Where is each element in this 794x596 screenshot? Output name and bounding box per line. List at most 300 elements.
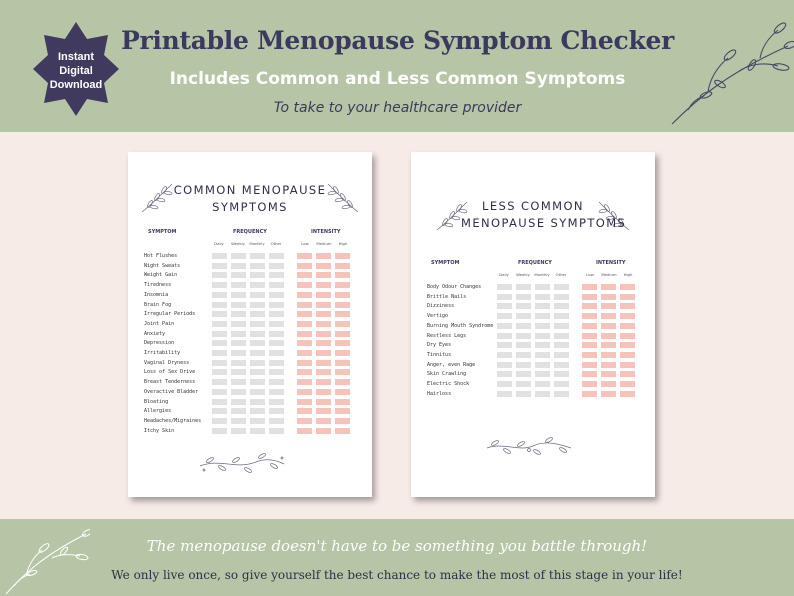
frequency-checkbox[interactable] (231, 292, 246, 298)
intensity-checkbox[interactable] (316, 282, 331, 288)
intensity-checkbox[interactable] (601, 362, 616, 368)
frequency-checkbox[interactable] (212, 253, 227, 259)
table-row (427, 391, 647, 398)
symptom-label: Breast Tenderness (144, 379, 196, 386)
intensity-checkbox[interactable] (297, 331, 312, 337)
intensity-checkbox[interactable] (601, 323, 616, 329)
intensity-checkbox[interactable] (297, 292, 312, 298)
less-common-symptoms-sheet (411, 152, 655, 497)
table-row (144, 428, 364, 435)
intensity-checkbox[interactable] (582, 391, 597, 397)
frequency-checkbox[interactable] (212, 350, 227, 356)
frequency-checkbox[interactable] (554, 371, 569, 377)
leafy-branch-icon (668, 18, 794, 128)
intensity-subheader: Medium (601, 272, 617, 277)
symptom-label: Brittle Nails (427, 293, 467, 300)
frequency-checkbox[interactable] (269, 331, 284, 337)
frequency-checkbox[interactable] (269, 272, 284, 278)
intensity-checkbox[interactable] (316, 399, 331, 405)
intensity-checkbox[interactable] (316, 350, 331, 356)
frequency-checkbox[interactable] (231, 321, 246, 327)
frequency-checkbox[interactable] (535, 381, 550, 387)
frequency-checkbox[interactable] (269, 379, 284, 385)
intensity-checkbox[interactable] (620, 371, 635, 377)
frequency-checkbox[interactable] (497, 333, 512, 339)
symptom-label: Allergies (144, 408, 172, 415)
intensity-checkbox[interactable] (297, 321, 312, 327)
intensity-checkbox[interactable] (582, 371, 597, 377)
intensity-checkbox[interactable] (335, 369, 350, 375)
table-row (144, 379, 364, 386)
frequency-checkbox[interactable] (250, 292, 265, 298)
frequency-checkbox[interactable] (212, 379, 227, 385)
frequency-checkbox[interactable] (231, 360, 246, 366)
intensity-checkbox[interactable] (316, 340, 331, 346)
frequency-checkbox[interactable] (269, 360, 284, 366)
frequency-checkbox[interactable] (535, 294, 550, 300)
intensity-checkbox[interactable] (297, 282, 312, 288)
page-subtitle: Includes Common and Less Common Symptoms (169, 69, 626, 89)
frequency-column-header: FREQUENCY (233, 229, 267, 235)
frequency-checkbox[interactable] (269, 263, 284, 269)
frequency-subheader: Weekly (516, 272, 530, 277)
symptom-label: Burning Mouth Syndrome (427, 322, 494, 329)
frequency-checkbox[interactable] (535, 342, 550, 348)
intensity-checkbox[interactable] (335, 302, 350, 308)
frequency-checkbox[interactable] (231, 399, 246, 405)
frequency-checkbox[interactable] (231, 369, 246, 375)
frequency-checkbox[interactable] (212, 331, 227, 337)
frequency-checkbox[interactable] (231, 389, 246, 395)
frequency-checkbox[interactable] (250, 253, 265, 259)
frequency-checkbox[interactable] (231, 302, 246, 308)
intensity-checkbox[interactable] (297, 399, 312, 405)
intensity-checkbox[interactable] (335, 408, 350, 414)
frequency-checkbox[interactable] (516, 381, 531, 387)
intensity-checkbox[interactable] (297, 360, 312, 366)
symptom-label: Hot Flushes (144, 253, 178, 259)
symptom-label: Hairloss (427, 390, 452, 397)
frequency-checkbox[interactable] (269, 369, 284, 375)
frequency-checkbox[interactable] (269, 418, 284, 424)
intensity-checkbox[interactable] (316, 292, 331, 298)
laurel-sprig-icon (483, 434, 575, 460)
frequency-subheader: Other (555, 272, 567, 277)
intensity-checkbox[interactable] (316, 389, 331, 395)
frequency-checkbox[interactable] (497, 381, 512, 387)
frequency-checkbox[interactable] (535, 371, 550, 377)
intensity-checkbox[interactable] (620, 284, 635, 290)
table-row (144, 360, 364, 367)
badge-line-2: Digital (59, 65, 93, 77)
intensity-checkbox[interactable] (297, 408, 312, 414)
frequency-checkbox[interactable] (250, 302, 265, 308)
intensity-checkbox[interactable] (316, 369, 331, 375)
frequency-checkbox[interactable] (231, 350, 246, 356)
frequency-checkbox[interactable] (212, 369, 227, 375)
frequency-subheader: Other (270, 241, 282, 246)
intensity-checkbox[interactable] (316, 263, 331, 269)
intensity-subheader: Low (301, 241, 309, 246)
intensity-checkbox[interactable] (316, 272, 331, 278)
intensity-checkbox[interactable] (582, 352, 597, 358)
frequency-checkbox[interactable] (231, 253, 246, 259)
symptom-label: Itchy Skin (144, 427, 175, 434)
intensity-checkbox[interactable] (297, 340, 312, 346)
intensity-checkbox[interactable] (582, 323, 597, 329)
intensity-checkbox[interactable] (297, 428, 312, 434)
symptom-label: Electric Shock (427, 381, 470, 387)
intensity-checkbox[interactable] (297, 302, 312, 308)
table-row (144, 408, 364, 415)
table-row (427, 371, 647, 378)
frequency-checkbox[interactable] (250, 272, 265, 278)
frequency-checkbox[interactable] (554, 303, 569, 309)
frequency-checkbox[interactable] (269, 340, 284, 346)
sheet-title-line-1: LESS COMMON (482, 199, 584, 213)
table-row (144, 340, 364, 347)
symptom-label: Brain Fog (144, 301, 172, 308)
intensity-checkbox[interactable] (316, 379, 331, 385)
frequency-checkbox[interactable] (516, 313, 531, 319)
frequency-checkbox[interactable] (212, 272, 227, 278)
frequency-checkbox[interactable] (269, 350, 284, 356)
frequency-checkbox[interactable] (250, 311, 265, 317)
intensity-checkbox[interactable] (601, 342, 616, 348)
frequency-checkbox[interactable] (516, 323, 531, 329)
frequency-checkbox[interactable] (231, 428, 246, 434)
frequency-checkbox[interactable] (269, 282, 284, 288)
intensity-checkbox[interactable] (316, 331, 331, 337)
intensity-checkbox[interactable] (335, 331, 350, 337)
frequency-checkbox[interactable] (231, 408, 246, 414)
frequency-checkbox[interactable] (516, 284, 531, 290)
laurel-sprig-icon (196, 450, 288, 476)
intensity-checkbox[interactable] (620, 342, 635, 348)
table-row (144, 389, 364, 396)
frequency-checkbox[interactable] (535, 284, 550, 290)
frequency-checkbox[interactable] (554, 323, 569, 329)
frequency-checkbox[interactable] (250, 369, 265, 375)
intensity-checkbox[interactable] (297, 379, 312, 385)
intensity-checkbox[interactable] (297, 263, 312, 269)
frequency-checkbox[interactable] (497, 362, 512, 368)
frequency-checkbox[interactable] (554, 333, 569, 339)
intensity-checkbox[interactable] (582, 303, 597, 309)
intensity-checkbox[interactable] (335, 253, 350, 259)
symptom-label: Body Odour Changes (427, 284, 482, 290)
frequency-checkbox[interactable] (212, 418, 227, 424)
intensity-checkbox[interactable] (316, 360, 331, 366)
frequency-checkbox[interactable] (212, 311, 227, 317)
symptom-label: Anxiety (144, 330, 166, 337)
intensity-checkbox[interactable] (601, 303, 616, 309)
sheet-title-line-2: MENOPAUSE SYMPTOMS (461, 216, 627, 230)
intensity-checkbox[interactable] (335, 272, 350, 278)
intensity-checkbox[interactable] (582, 342, 597, 348)
common-symptoms-sheet (128, 152, 372, 497)
intensity-checkbox[interactable] (582, 294, 597, 300)
frequency-checkbox[interactable] (212, 360, 227, 366)
frequency-checkbox[interactable] (212, 340, 227, 346)
footer-banner (0, 519, 794, 596)
frequency-checkbox[interactable] (231, 272, 246, 278)
frequency-checkbox[interactable] (269, 302, 284, 308)
intensity-checkbox[interactable] (297, 418, 312, 424)
frequency-checkbox[interactable] (250, 321, 265, 327)
frequency-checkbox[interactable] (497, 391, 512, 397)
page-title: Printable Menopause Symptom Checker (121, 26, 674, 55)
frequency-checkbox[interactable] (535, 352, 550, 358)
intensity-checkbox[interactable] (335, 428, 350, 434)
intensity-checkbox[interactable] (601, 371, 616, 377)
frequency-checkbox[interactable] (497, 284, 512, 290)
intensity-checkbox[interactable] (316, 302, 331, 308)
frequency-checkbox[interactable] (212, 428, 227, 434)
intensity-checkbox[interactable] (601, 313, 616, 319)
intensity-column-header: INTENSITY (596, 260, 626, 266)
symptom-label: Tiredness (144, 282, 172, 289)
frequency-checkbox[interactable] (535, 333, 550, 339)
frequency-checkbox[interactable] (497, 342, 512, 348)
frequency-checkbox[interactable] (212, 399, 227, 405)
intensity-checkbox[interactable] (620, 303, 635, 309)
symptom-label: Anger, even Rage (427, 361, 476, 368)
frequency-checkbox[interactable] (497, 313, 512, 319)
frequency-checkbox[interactable] (250, 389, 265, 395)
symptom-label: Irregular Periods (144, 311, 196, 318)
intensity-checkbox[interactable] (316, 253, 331, 259)
intensity-checkbox[interactable] (620, 362, 635, 368)
frequency-checkbox[interactable] (497, 303, 512, 309)
intensity-checkbox[interactable] (582, 284, 597, 290)
intensity-checkbox[interactable] (297, 311, 312, 317)
symptom-label: Overactive Bladder (144, 388, 199, 395)
sheet-title-line-2: SYMPTOMS (212, 200, 288, 214)
intensity-checkbox[interactable] (335, 350, 350, 356)
table-row (427, 294, 647, 301)
intensity-checkbox[interactable] (316, 428, 331, 434)
intensity-checkbox[interactable] (335, 311, 350, 317)
table-row (144, 331, 364, 338)
frequency-checkbox[interactable] (269, 292, 284, 298)
table-row (144, 369, 364, 376)
frequency-checkbox[interactable] (497, 323, 512, 329)
intensity-checkbox[interactable] (335, 360, 350, 366)
intensity-checkbox[interactable] (335, 263, 350, 269)
frequency-checkbox[interactable] (497, 352, 512, 358)
intensity-checkbox[interactable] (335, 292, 350, 298)
symptom-label: Irritability (144, 350, 181, 356)
symptom-label: Loss of Sex Drive (144, 369, 196, 376)
frequency-column-header: FREQUENCY (518, 260, 552, 266)
table-row (427, 381, 647, 388)
frequency-checkbox[interactable] (269, 408, 284, 414)
frequency-checkbox[interactable] (269, 253, 284, 259)
table-row (144, 321, 364, 328)
intensity-checkbox[interactable] (335, 379, 350, 385)
frequency-checkbox[interactable] (212, 263, 227, 269)
frequency-checkbox[interactable] (250, 360, 265, 366)
intensity-checkbox[interactable] (620, 381, 635, 387)
intensity-checkbox[interactable] (582, 313, 597, 319)
table-row (144, 292, 364, 299)
frequency-checkbox[interactable] (554, 313, 569, 319)
intensity-checkbox[interactable] (297, 350, 312, 356)
frequency-checkbox[interactable] (231, 379, 246, 385)
frequency-checkbox[interactable] (535, 313, 550, 319)
frequency-checkbox[interactable] (231, 340, 246, 346)
frequency-checkbox[interactable] (535, 391, 550, 397)
table-row (427, 362, 647, 369)
intensity-subheader: Low (586, 272, 594, 277)
page-tagline: To take to your healthcare provider (273, 100, 522, 116)
table-row (427, 313, 647, 320)
frequency-checkbox[interactable] (554, 362, 569, 368)
frequency-checkbox[interactable] (554, 352, 569, 358)
symptom-column-header: SYMPTOM (431, 260, 460, 266)
frequency-checkbox[interactable] (231, 418, 246, 424)
intensity-checkbox[interactable] (316, 408, 331, 414)
frequency-checkbox[interactable] (554, 284, 569, 290)
table-row (427, 352, 647, 359)
symptom-label: Headaches/Migraines (144, 417, 202, 424)
frequency-checkbox[interactable] (231, 282, 246, 288)
frequency-checkbox[interactable] (554, 391, 569, 397)
table-row (144, 272, 364, 279)
intensity-checkbox[interactable] (620, 333, 635, 339)
frequency-checkbox[interactable] (516, 294, 531, 300)
frequency-checkbox[interactable] (269, 321, 284, 327)
table-row (427, 323, 647, 330)
frequency-checkbox[interactable] (516, 333, 531, 339)
symptom-label: Tinnitus (427, 351, 452, 358)
frequency-checkbox[interactable] (554, 342, 569, 348)
intensity-checkbox[interactable] (601, 284, 616, 290)
frequency-checkbox[interactable] (250, 331, 265, 337)
frequency-checkbox[interactable] (212, 292, 227, 298)
table-row (144, 350, 364, 357)
frequency-checkbox[interactable] (269, 311, 284, 317)
intensity-checkbox[interactable] (335, 389, 350, 395)
frequency-checkbox[interactable] (250, 408, 265, 414)
frequency-subheader: Monthly (249, 241, 265, 246)
intensity-checkbox[interactable] (316, 321, 331, 327)
intensity-subheader: High (338, 241, 348, 246)
symptom-label: Vaginal Dryness (144, 359, 190, 366)
frequency-checkbox[interactable] (535, 303, 550, 309)
frequency-checkbox[interactable] (212, 282, 227, 288)
frequency-checkbox[interactable] (250, 350, 265, 356)
frequency-checkbox[interactable] (497, 294, 512, 300)
footer-message: We only live once, so give yourself the best chance to make the most of this stage in your life! (111, 568, 683, 582)
table-row (427, 284, 647, 291)
frequency-checkbox[interactable] (250, 282, 265, 288)
leafy-branch-icon (2, 526, 90, 596)
frequency-checkbox[interactable] (269, 428, 284, 434)
intensity-checkbox[interactable] (316, 418, 331, 424)
frequency-checkbox[interactable] (250, 399, 265, 405)
table-row (427, 333, 647, 340)
frequency-checkbox[interactable] (231, 263, 246, 269)
intensity-checkbox[interactable] (297, 389, 312, 395)
frequency-checkbox[interactable] (516, 391, 531, 397)
intensity-checkbox[interactable] (335, 418, 350, 424)
table-row (427, 303, 647, 310)
frequency-checkbox[interactable] (231, 331, 246, 337)
intensity-checkbox[interactable] (601, 391, 616, 397)
frequency-checkbox[interactable] (516, 342, 531, 348)
frequency-checkbox[interactable] (516, 371, 531, 377)
intensity-subheader: High (623, 272, 633, 277)
intensity-checkbox[interactable] (620, 323, 635, 329)
frequency-checkbox[interactable] (497, 371, 512, 377)
frequency-checkbox[interactable] (554, 294, 569, 300)
symptom-label: Bloating (144, 398, 169, 405)
intensity-checkbox[interactable] (620, 294, 635, 300)
frequency-checkbox[interactable] (212, 302, 227, 308)
frequency-checkbox[interactable] (535, 362, 550, 368)
table-row (427, 342, 647, 349)
intensity-checkbox[interactable] (620, 352, 635, 358)
intensity-checkbox[interactable] (335, 321, 350, 327)
symptom-column-header: SYMPTOM (148, 229, 177, 235)
frequency-subheader: Monthly (534, 272, 550, 277)
frequency-checkbox[interactable] (250, 428, 265, 434)
frequency-checkbox[interactable] (269, 399, 284, 405)
intensity-checkbox[interactable] (620, 391, 635, 397)
intensity-checkbox[interactable] (601, 294, 616, 300)
frequency-checkbox[interactable] (269, 389, 284, 395)
frequency-checkbox[interactable] (250, 418, 265, 424)
frequency-checkbox[interactable] (250, 379, 265, 385)
intensity-checkbox[interactable] (620, 313, 635, 319)
frequency-checkbox[interactable] (250, 340, 265, 346)
frequency-checkbox[interactable] (212, 321, 227, 327)
table-row (144, 282, 364, 289)
intensity-checkbox[interactable] (297, 369, 312, 375)
intensity-checkbox[interactable] (297, 272, 312, 278)
frequency-checkbox[interactable] (516, 303, 531, 309)
frequency-checkbox[interactable] (231, 311, 246, 317)
frequency-checkbox[interactable] (516, 352, 531, 358)
footer-tagline: The menopause doesn't have to be something you battle through! (146, 537, 648, 555)
frequency-checkbox[interactable] (535, 323, 550, 329)
intensity-checkbox[interactable] (335, 282, 350, 288)
table-row (144, 302, 364, 309)
intensity-checkbox[interactable] (335, 340, 350, 346)
frequency-checkbox[interactable] (212, 389, 227, 395)
table-row (144, 399, 364, 406)
intensity-subheader: Medium (316, 241, 332, 246)
intensity-checkbox[interactable] (582, 333, 597, 339)
symptom-label: Skin Crawling (427, 371, 467, 378)
intensity-checkbox[interactable] (316, 311, 331, 317)
intensity-checkbox[interactable] (601, 333, 616, 339)
intensity-checkbox[interactable] (335, 399, 350, 405)
frequency-checkbox[interactable] (250, 263, 265, 269)
intensity-column-header: INTENSITY (311, 229, 341, 235)
frequency-checkbox[interactable] (516, 362, 531, 368)
frequency-checkbox[interactable] (554, 381, 569, 387)
intensity-checkbox[interactable] (297, 253, 312, 259)
frequency-checkbox[interactable] (212, 408, 227, 414)
intensity-checkbox[interactable] (601, 381, 616, 387)
intensity-checkbox[interactable] (582, 381, 597, 387)
intensity-checkbox[interactable] (582, 362, 597, 368)
sheet-title-line-1: COMMON MENOPAUSE (173, 183, 327, 197)
intensity-checkbox[interactable] (601, 352, 616, 358)
